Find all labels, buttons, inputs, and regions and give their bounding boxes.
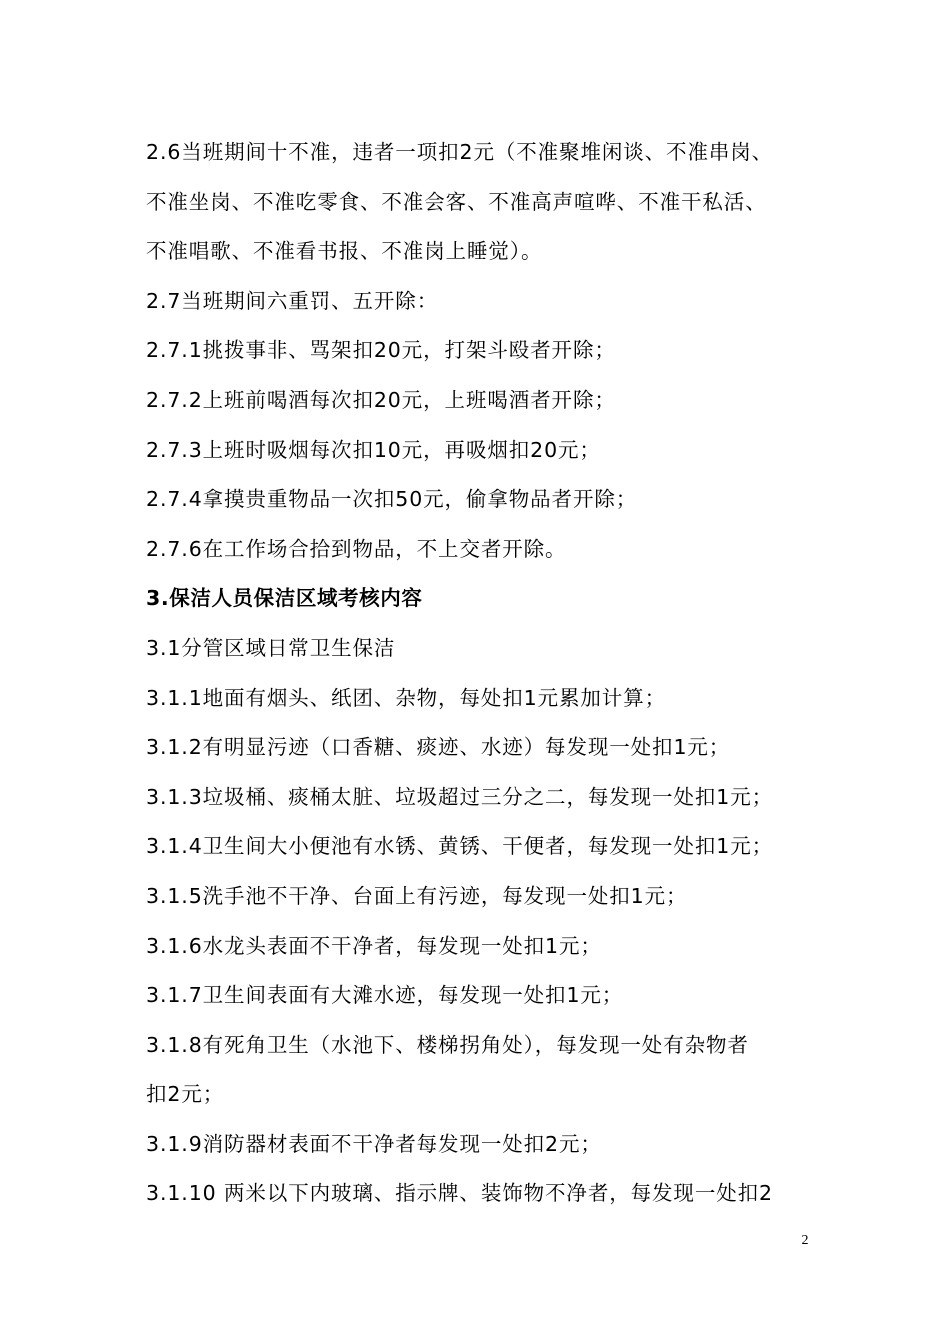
text-line-2-6-cont-1: 不准坐岗、不准吃零食、不准会客、不准高声喧哗、不准干私活、 — [146, 189, 767, 214]
text-line-3-1: 3.1分管区域日常卫生保洁 — [146, 635, 396, 660]
text-line-2-7-3: 2.7.3上班时吸烟每次扣10元，再吸烟扣20元； — [146, 437, 601, 462]
text-line-3-1-8-cont: 扣2元； — [146, 1082, 225, 1107]
text-line-2-6: 2.6当班期间十不准，违者一项扣2元（不准聚堆闲谈、不准串岗、 — [146, 140, 774, 164]
text-line-2-7-6: 2.7.6在工作场合拾到物品，不上交者开除。 — [146, 536, 567, 561]
text-line-3-1-5: 3.1.5洗手池不干净、台面上有污迹，每发现一处扣1元； — [146, 883, 688, 908]
text-line-3-1-9: 3.1.9消防器材表面不干净者每发现一处扣2元； — [146, 1131, 602, 1156]
text-line-3-1-7: 3.1.7卫生间表面有大滩水迹，每发现一处扣1元； — [146, 983, 624, 1008]
text-line-2-7: 2.7当班期间六重罚、五开除： — [146, 288, 439, 313]
text-line-3-1-3: 3.1.3垃圾桶、痰桶太脏、垃圾超过三分之二，每发现一处扣1元； — [146, 784, 774, 809]
text-line-3-1-4: 3.1.4卫生间大小便池有水锈、黄锈、干便者，每发现一处扣1元； — [146, 834, 774, 859]
text-line-2-7-2: 2.7.2上班前喝酒每次扣20元，上班喝酒者开除； — [146, 387, 616, 412]
text-line-2-7-1: 2.7.1挑拨事非、骂架扣20元，打架斗殴者开除； — [146, 338, 616, 363]
text-line-3-1-1: 3.1.1地面有烟头、纸团、杂物，每处扣1元累加计算； — [146, 685, 667, 710]
text-line-3-1-10: 3.1.10 两米以下内玻璃、指示牌、装饰物不净者，每发现一处扣2 — [146, 1181, 773, 1206]
text-line-2-6-cont-2: 不准唱歌、不准看书报、不准岗上睡觉）。 — [146, 239, 543, 264]
page-number: 2 — [801, 1233, 809, 1248]
section-heading-3: 3.保洁人员保洁区域考核内容 — [146, 586, 423, 611]
document-body — [146, 128, 818, 1219]
text-line-3-1-2: 3.1.2有明显污迹（口香糖、痰迹、水迹）每发现一处扣1元； — [146, 735, 731, 760]
text-line-3-1-8: 3.1.8有死角卫生（水池下、楼梯拐角处），每发现一处有杂物者 — [146, 1032, 749, 1057]
text-line-2-7-4: 2.7.4拿摸贵重物品一次扣50元，偷拿物品者开除； — [146, 487, 638, 512]
text-line-3-1-6: 3.1.6水龙头表面不干净者，每发现一处扣1元； — [146, 933, 602, 958]
